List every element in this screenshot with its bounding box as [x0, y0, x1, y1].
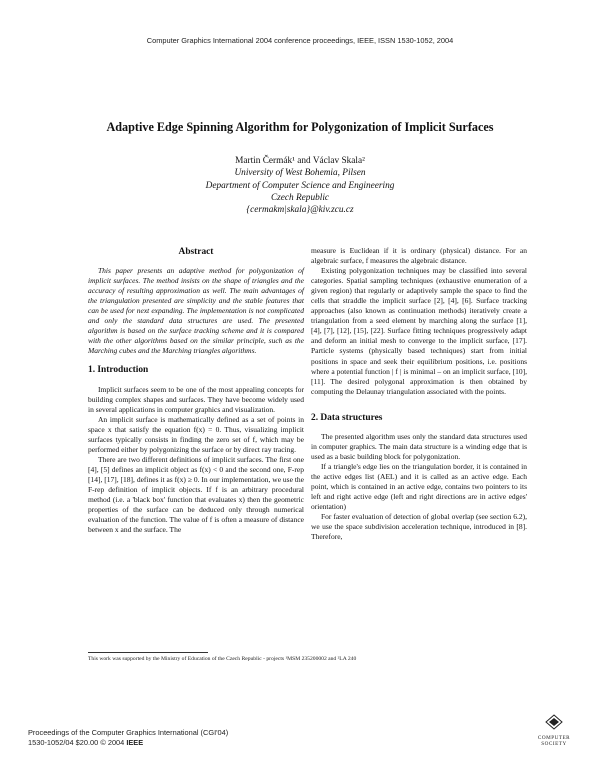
section-2-heading: 2. Data structures: [311, 412, 383, 423]
proceedings-info: [28, 728, 228, 748]
intro-paragraph-2: An implicit surface is mathematically defined as a set of points in space x that satisfy the equation f(x) = 0. Thus, visualizing implicit surfaces typically consists in finding the zero set of f, which may be performed either by polygonizing the surface or by direct ray tracing.: [88, 414, 304, 454]
author-country: Czech Republic: [270, 192, 330, 203]
data-structures-paragraph-2: If a triangle's edge lies on the triangulation border, it is contained in the active edges list (AEL) and it is called as an active edge. Each point, which is contained in an active edge, contains two pointers to its left and right active edge (left and right directions are in active edges' orientation): [311, 461, 527, 512]
author-university: University of West Bohemia, Pilsen: [234, 168, 366, 179]
intro-paragraph-1: Implicit surfaces seem to be one of the most appealing concepts for building complex shapes and surfaces. They have become widely used in several applications in computer graphics and visualization.: [88, 384, 304, 414]
society-emblem-icon: [544, 714, 564, 730]
data-structures-paragraph-1: The presented algorithm uses only the standard data structures used in computer graphics. The main data structure is a winding edge that is used as a basic building block for polygonization.: [311, 431, 527, 461]
abstract-heading: Abstract: [178, 247, 214, 257]
right-column: [311, 246, 527, 542]
left-column: [88, 247, 304, 535]
body-paragraph-techniques: Existing polygonization techniques may be classified into several categories. Spatial sampling techniques (exhaustive enumeration of a given region) that regularly or adaptively sample the space to find the cells that straddle the implicit surface [2], [4], [6]. Surface tracking approaches (also known as continuation methods) iteratively create a triangulation from a seed element by marching along the surface [1], [4], [7], [12], [15], [22]. Surface fitting techniques progressively adapt and deform an initial mesh to converge to the implicit surface, [17]. Particle systems (physically based techniques) start from initial positions in space and seek their equilibrium positions, i.e. positions where a potential function | f | is minimal – on an implicit surface, [10], [11]. The desired polygonal approximation is then obtained by computing the Delaunay triangulation associated with the points.: [311, 266, 527, 396]
computer-society-logo: [532, 714, 576, 747]
ieee-mark: IEEE: [126, 738, 144, 747]
author-names: Martin Čermák¹ and Václav Skala²: [235, 156, 365, 166]
author-department: Department of Computer Science and Engineering: [205, 180, 395, 191]
author-email: {cermakm|skala}@kiv.zcu.cz: [246, 205, 354, 216]
body-paragraph-continued: measure is Euclidean if it is ordinary (physical) distance. For an algebraic surface, f measures the algebraic distance.: [311, 246, 527, 266]
proceedings-price: 1530-1052/04 $20.00 © 2004 IEEE: [28, 738, 144, 747]
data-structures-paragraph-3: For faster evaluation of detection of global overlap (see section 6.2), we use the space subdivision acceleration technique, introduced in [8]. Therefore,: [311, 512, 527, 542]
logo-line-1: COMPUTER: [537, 735, 571, 741]
paper-title: Adaptive Edge Spinning Algorithm for Polygonization of Implicit Surfaces: [106, 120, 494, 134]
logo-line-2: SOCIETY: [541, 741, 567, 747]
intro-paragraph-3: There are two different definitions of implicit surfaces. The first one [4], [5] defines an implicit object as f(x) < 0 and the second one, F-rep [14], [17], [18], defines it as f(x) ≥ 0. In our implementation, we use the F-rep definition of implicit objects. If f is an arbitrary procedural method (i.e. a 'black box' function that evaluates x) then the geometric properties of the surface can be deduced only through numerical evaluation of the function. The value of f is often a measure of distance between x and the surface. The: [88, 454, 304, 535]
proceedings-issn: [28, 738, 228, 748]
section-1-heading: 1. Introduction: [88, 365, 149, 376]
author-block: [0, 155, 600, 216]
abstract-text: This paper presents an adaptive method for polygonization of implicit surfaces. The method insists on the shape of triangles and the accuracy of resulting approximation as well. The main advantages of the triangulation presented are simplicity and the stable features that can be used for next expanding. The implementation is not complicated and only the standard data structures are used. The presented algorithm is based on the surface tracking scheme and it is compared with the other algorithms based on the similar principle, such as the Marching cubes and the Marching triangles algorithms.: [88, 266, 304, 356]
footnote-rule: [88, 652, 208, 653]
footnote: This work was supported by the Ministry of Education of the Czech Republic - projects ¹MSM 235200002 and ²LA 240: [88, 656, 357, 662]
proceedings-title: Proceedings of the Computer Graphics International (CGI'04): [28, 728, 229, 737]
running-header: Computer Graphics International 2004 conference proceedings, IEEE, ISSN 1530-1052, 2004: [146, 36, 454, 45]
